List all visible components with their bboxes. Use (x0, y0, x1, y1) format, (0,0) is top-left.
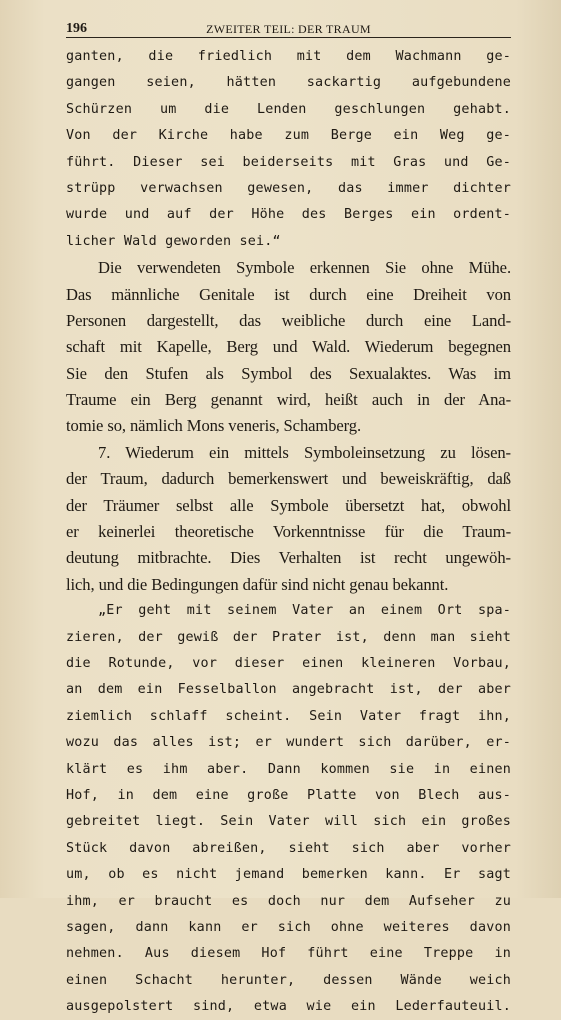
text-line: Die verwendeten Symbole erkennen Sie ohne Mühe. (98, 258, 511, 278)
page-number: 196 (66, 21, 87, 36)
text-line: schaft mit Kapelle, Berg und Wald. Wiederum begegnen (66, 337, 511, 357)
text-line: Schürzen um die Lenden geschlungen gehabt. (66, 101, 511, 117)
text-line: nehmen. Aus diesem Hof führt eine Treppe in (66, 946, 511, 962)
text-line: „Er geht mit seinem Vater an einem Ort spa- (98, 603, 511, 619)
text-line: wozu das alles ist; er wundert sich darüber, er- (66, 735, 511, 751)
text-line: gangen seien, hätten sackartig aufgebundene (66, 75, 511, 91)
text-line: Sie den Stufen als Symbol des Sexualaktes. Was im (66, 363, 511, 383)
text-line: sagen, dann kann er sich ohne weiteres davon (66, 919, 511, 935)
text-line: zieren, der gewiß der Prater ist, denn man sieht (66, 629, 511, 645)
text-line: ganten, die friedlich mit dem Wachmann ge- (66, 49, 511, 64)
text-line: wurde und auf der Höhe des Berges ein ordent- (66, 207, 511, 223)
text-line: Das männliche Genitale ist durch eine Dreiheit von (66, 284, 511, 304)
text-line: die Rotunde, vor dieser einen kleineren Vorbau, (66, 655, 511, 671)
text-line: Von der Kirche habe zum Berge ein Weg ge- (66, 128, 511, 144)
text-line: um, ob es nicht jemand bemerken kann. Er sagt (66, 867, 511, 883)
text-line: ihm, er braucht es doch nur dem Aufseher zu (66, 893, 511, 909)
text-line: führt. Dieser sei beiderseits mit Gras und Ge- (66, 154, 511, 170)
text-line: gebreitet liegt. Sein Vater will sich ein großes (66, 814, 511, 830)
text-line: Stück davon abreißen, sieht sich aber vorher (66, 840, 511, 856)
text-line: einen Schacht herunter, dessen Wände weich (66, 972, 511, 988)
text-line: Traume ein Berg genannt wird, heißt auch in der Ana- (66, 390, 511, 410)
running-header (66, 21, 511, 38)
text-line: licher Wald geworden sei.“ (66, 233, 281, 249)
running-title: ZWEITER TEIL: DER TRAUM (206, 22, 371, 36)
text-line: lich, und die Bedingungen dafür sind nicht genau bekannt. (66, 574, 449, 594)
text-line: Hof, in dem eine große Platte von Blech aus- (66, 787, 511, 803)
text-line: deutung mitbrachte. Dies Verhalten ist recht ungewöh- (66, 548, 511, 568)
text-line: der Traum, dadurch bemerkenswert und beweiskräftig, daß (66, 469, 511, 489)
text-line: an dem ein Fesselballon angebracht ist, der aber (66, 682, 511, 698)
body-text (66, 44, 511, 1020)
text-line: Personen dargestellt, das weibliche durch eine Land- (66, 310, 511, 330)
text-line: tomie so, nämlich Mons veneris, Schamberg. (66, 416, 362, 436)
text-line: ausgepolstert sind, etwa wie ein Lederfauteuil. (66, 999, 511, 1015)
text-line: ziemlich schlaff scheint. Sein Vater fragt ihn, (66, 708, 511, 724)
text-line: klärt es ihm aber. Dann kommen sie in einen (66, 761, 511, 777)
text-line: er keinerlei theoretische Vorkenntnisse für die Traum- (66, 522, 511, 542)
text-line: 7. Wiederum ein mittels Symboleinsetzung zu lösen- (98, 442, 511, 462)
text-line: der Träumer selbst alle Symbole übersetzt hat, obwohl (66, 495, 511, 515)
text-line: strüpp verwachsen gewesen, das immer dichter (66, 180, 511, 196)
